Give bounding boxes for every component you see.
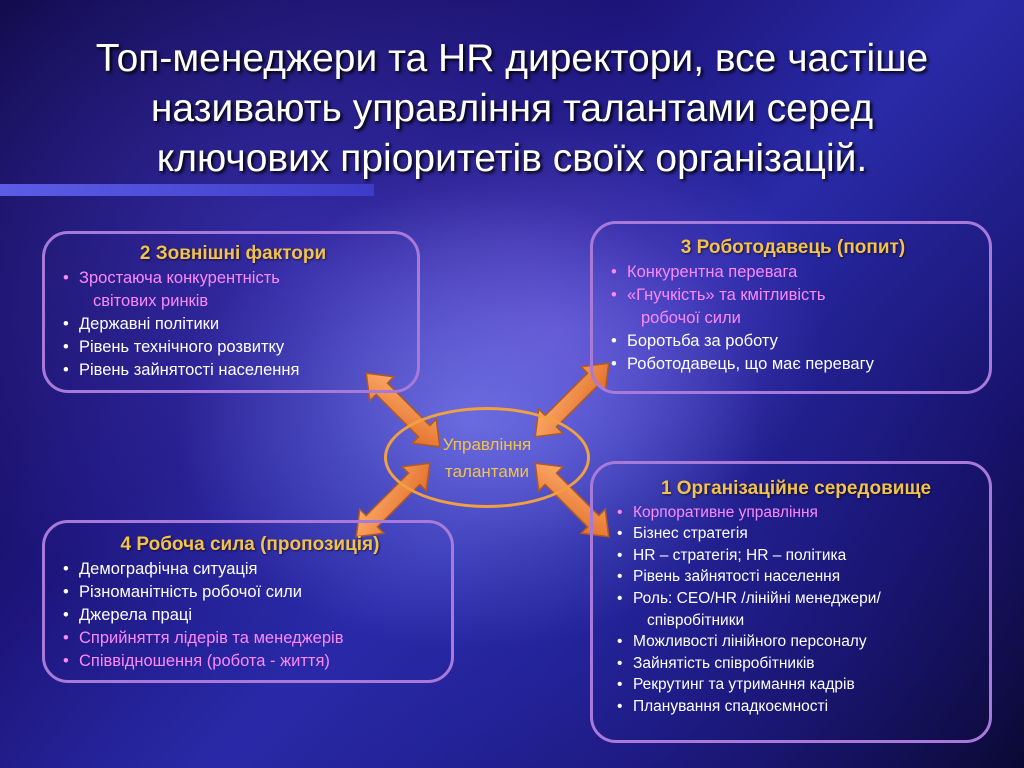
list-item-text: Конкурентна перевага <box>627 263 798 281</box>
title-line-1: Топ-менеджери та HR директори, все частіше <box>95 37 929 80</box>
list-item-continuation: співробітники <box>647 611 745 629</box>
title-line-3: ключових пріоритетів своїх організацій. <box>156 137 868 180</box>
list-item-text: Зайнятість співробітників <box>633 654 815 672</box>
list-item-text: Боротьба за роботу <box>627 332 778 350</box>
list-item-text: Можливості лінійного персоналу <box>633 633 867 651</box>
list-item-text: Рівень зайнятості населення <box>79 361 300 379</box>
organizational-environment-heading: 1 Організаційне середовище <box>660 478 932 499</box>
organizational-environment-list <box>613 502 979 718</box>
list-item <box>59 267 407 313</box>
list-item-text: Державні політики <box>79 315 220 333</box>
list-item-text: Роль: CEO/HR /лінійні менеджери/ <box>633 589 881 607</box>
employer-demand-heading: 3 Роботодавець (попит) <box>680 237 906 258</box>
list-item <box>59 650 441 673</box>
list-item <box>59 336 407 359</box>
list-item-text: Джерела праці <box>79 606 192 624</box>
list-item <box>59 558 441 581</box>
list-item <box>607 353 979 376</box>
list-item-text: HR – стратегія; HR – політика <box>633 546 847 564</box>
list-item-text: Планування спадкоємності <box>633 697 829 715</box>
list-item-text: Рівень зайнятості населення <box>633 568 841 586</box>
list-item-text: Різноманітність робочої сили <box>79 583 303 601</box>
list-item-text: Рекрутинг та утримання кадрів <box>633 676 855 694</box>
list-item <box>613 696 979 718</box>
employer-demand-box <box>590 221 992 394</box>
organizational-environment-box <box>590 461 992 743</box>
list-item-text: Корпоративне управління <box>633 503 818 521</box>
list-item-text: Співвідношення (робота - життя) <box>79 652 330 670</box>
list-item <box>59 313 407 336</box>
external-factors-list <box>59 267 407 382</box>
list-item <box>613 674 979 696</box>
list-item-text: Роботодавець, що має перевагу <box>627 355 874 373</box>
list-item-text: Рівень технічного розвитку <box>79 338 285 356</box>
workforce-supply-heading: 4 Робоча сила (пропозиція) <box>120 534 380 555</box>
employer-demand-list <box>607 261 979 376</box>
list-item <box>613 523 979 545</box>
list-item <box>613 588 979 631</box>
list-item <box>607 284 979 330</box>
list-item-continuation: світових ринків <box>93 292 209 310</box>
list-item <box>613 631 979 653</box>
list-item <box>613 653 979 675</box>
list-item-text: Зростаюча конкурентність <box>79 269 280 287</box>
external-factors-box <box>42 231 420 393</box>
list-item <box>59 359 407 382</box>
list-item <box>613 566 979 588</box>
list-item <box>607 330 979 353</box>
talent-management-node <box>384 407 590 508</box>
title-line-2: називають управління талантами серед <box>150 87 874 130</box>
list-item-text: Демографічна ситуація <box>79 560 258 578</box>
list-item-text: Бізнес стратегія <box>633 525 748 543</box>
list-item <box>613 545 979 567</box>
list-item <box>59 604 441 627</box>
list-item-text: Сприйняття лідерів та менеджерів <box>79 629 344 647</box>
list-item <box>59 581 441 604</box>
center-label-2: талантами <box>444 461 530 481</box>
list-item <box>59 627 441 650</box>
list-item <box>613 502 979 524</box>
workforce-supply-box <box>42 520 454 683</box>
center-label-1: Управління <box>442 434 532 454</box>
list-item-text: «Гнучкість» та кмітливість <box>627 286 826 304</box>
workforce-supply-list <box>59 558 441 673</box>
list-item <box>607 261 979 284</box>
external-factors-heading: 2 Зовнішні фактори <box>139 243 327 264</box>
list-item-continuation: робочої сили <box>641 309 741 327</box>
